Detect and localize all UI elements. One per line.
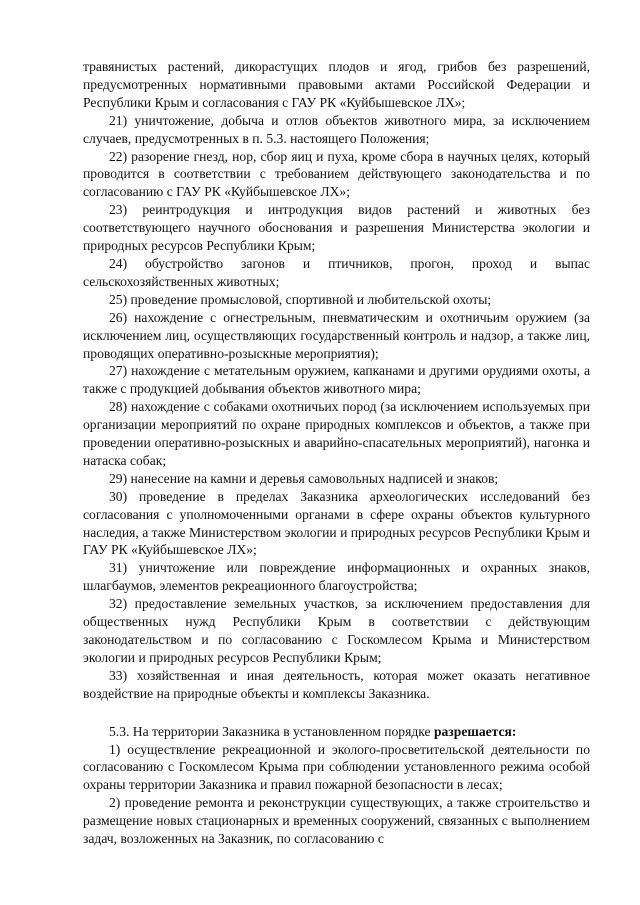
prohibition-item-31: 31) уничтожение или повреждение информационных и охранных знаков, шлагбаумов, элементов рекреационного благоустройства; xyxy=(83,560,590,594)
prohibition-item-32: 32) предоставление земельных участков, за исключением предоставления для общественных нужд Республики Крым в соответствии с действующим законодательством и по согласованию с Госкомлесом Крыма и Министерством экологии и природных ресурсов Республики Крым; xyxy=(83,596,590,665)
prohibition-item-21: 21) уничтожение, добыча и отлов объектов животного мира, за исключением случаев, предусмотренных в п. 5.3. настоящего Положения; xyxy=(83,112,590,146)
document-page xyxy=(83,58,590,848)
section-heading-bold: разрешается: xyxy=(433,723,517,739)
paragraph-continuation: травянистых растений, дикорастущих плодов и ягод, грибов без разрешений, предусмотренных нормативными правовыми актами Российской Федерации и Республики Крым и согласования с ГАУ РК «Куйбышевское ЛХ»; xyxy=(83,59,590,110)
prohibition-item-28: 28) нахождение с собаками охотничьих пород (за исключением используемых при организации мероприятий по охране природных комплексов и объектов, а также при проведении оперативно-розыскных и аварийно-спасательных мероприятий), нагонка и натаска собак; xyxy=(83,399,590,468)
section-heading-text: 5.3. На территории Заказника в установленном порядке xyxy=(109,723,434,739)
prohibition-item-24: 24) обустройство загонов и птичников, прогон, проход и выпас сельскохозяйственных животных; xyxy=(83,255,590,289)
prohibition-item-30: 30) проведение в пределах Заказника археологических исследований без согласования с уполномоченными органами в сфере охраны объектов культурного наследия, а также Министерством экологии и природных ресурсов Республики Крым и ГАУ РК «Куйбышевское ЛХ»; xyxy=(83,488,590,558)
prohibition-item-27: 27) нахождение с метательным оружием, капканами и другими орудиями охоты, а также с продукцией добывания объектов животного мира; xyxy=(83,363,590,397)
prohibition-item-22: 22) разорение гнезд, нор, сбор яиц и пуха, кроме сбора в научных целях, который проводится в соответствии с требованием действующего законодательства и по согласованию с ГАУ РК «Куйбышевское ЛХ»; xyxy=(83,148,590,200)
prohibition-item-33: 33) хозяйственная и иная деятельность, которая может оказать негативное воздействие на природные объекты и комплексы Заказника. xyxy=(83,667,590,701)
prohibition-item-23: 23) реинтродукция и интродукция видов растений и животных без соответствующего научного обоснования и разрешения Министерства экологии и природных ресурсов Республики Крым; xyxy=(83,202,590,254)
prohibition-item-26: 26) нахождение с огнестрельным, пневматическим и охотничьим оружием (за исключением лиц, осуществляющих государственный контроль и надзор, а также лиц, проводящих оперативно-розыскные мероприятия); xyxy=(83,309,590,361)
section-heading xyxy=(83,723,590,741)
prohibition-item-25: 25) проведение промысловой, спортивной и любительской охоты; xyxy=(109,291,492,307)
permitted-item-2: 2) проведение ремонта и реконструкции существующих, а также строительство и размещение новых стационарных и временных сооружений, связанных с выполнением задач, возложенных на Заказник, по согласованию с xyxy=(83,795,590,847)
section-spacer xyxy=(83,703,590,723)
permitted-item-1: 1) осуществление рекреационной и эколого-просветительской деятельности по согласованию с Госкомлесом Крыма при соблюдении установленного режима особой охраны территории Заказника и правил пожарной безопасности в лесах; xyxy=(83,741,590,793)
prohibition-item-29: 29) нанесение на камни и деревья самовольных надписей и знаков; xyxy=(109,470,499,486)
